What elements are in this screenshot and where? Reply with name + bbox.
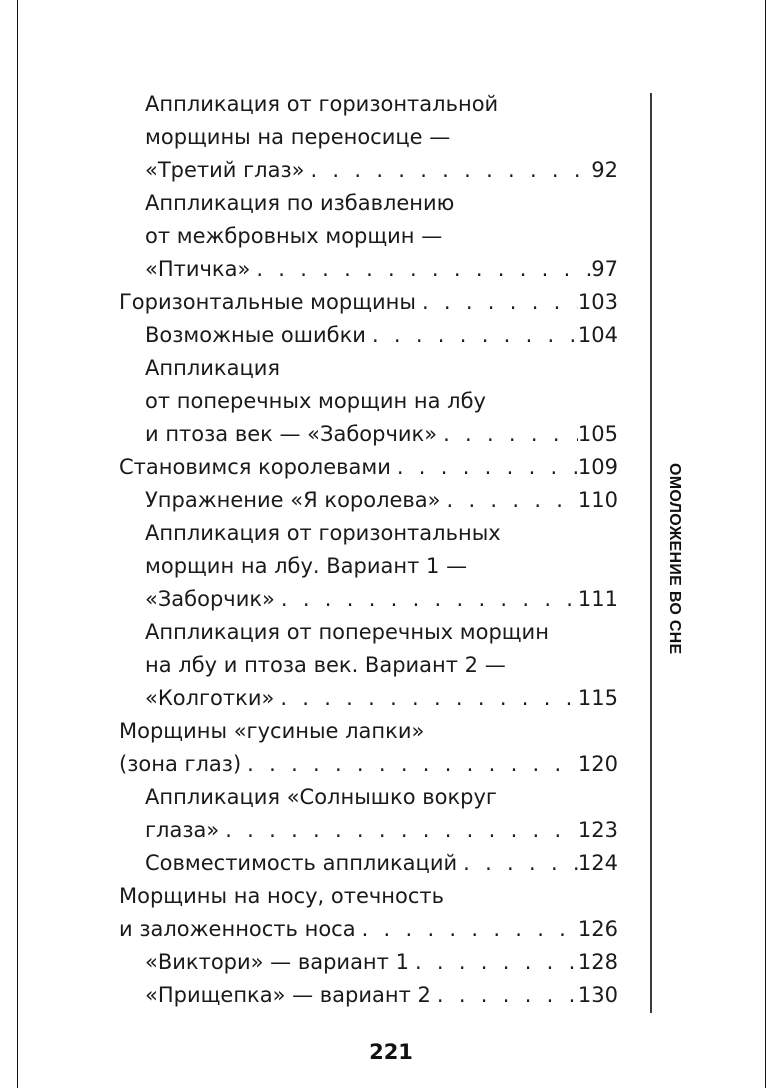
toc-entry — [145, 682, 618, 715]
page-border-right — [765, 0, 766, 1088]
toc-entry-title: и заложенность носа — [119, 917, 356, 941]
toc-entry-continuation — [145, 616, 618, 649]
toc-entry-title: Аппликация — [145, 356, 281, 380]
toc-page-number: 92 — [591, 158, 618, 182]
toc-entry — [145, 847, 618, 880]
dot-leader — [366, 319, 578, 352]
dot-leader — [416, 286, 578, 319]
toc-entry — [145, 979, 618, 1012]
toc-page-number: 110 — [577, 488, 618, 512]
toc-entry-continuation — [145, 220, 618, 253]
toc-entry-title: «Виктори» — вариант 1 — [145, 950, 409, 974]
toc-entry-title: (зона глаз) — [119, 752, 242, 776]
toc-entry — [145, 484, 618, 517]
toc-entry-title: Аппликация по избавлению — [145, 191, 455, 215]
toc-entry — [145, 319, 618, 352]
toc-entry-title: от межбровных морщин — — [145, 224, 443, 248]
toc-page-number: 123 — [577, 818, 618, 842]
toc-entry-title: «Заборчик» — [145, 587, 275, 611]
toc-page-number: 103 — [577, 290, 618, 314]
dot-leader — [437, 418, 578, 451]
toc-entry-title: Аппликация от горизонтальной — [145, 92, 499, 116]
dot-leader — [441, 484, 578, 517]
toc-entry-continuation — [145, 88, 618, 121]
toc-entry — [119, 748, 618, 781]
toc-page-number: 105 — [577, 422, 618, 446]
toc-entry-title: Морщины на носу, отечность — [119, 884, 445, 908]
toc-entry-title: «Птичка» — [145, 257, 251, 281]
toc-page-number: 104 — [577, 323, 618, 347]
dot-leader — [274, 682, 578, 715]
toc-entry-title: «Третий глаз» — [145, 158, 305, 182]
dot-leader — [219, 814, 578, 847]
toc-page-number: 109 — [577, 455, 618, 479]
toc-entry — [145, 418, 618, 451]
toc-entry-continuation — [145, 352, 618, 385]
toc-entry-title: от поперечных морщин на лбу — [145, 389, 486, 413]
toc-entry — [119, 913, 618, 946]
toc-entry — [145, 814, 618, 847]
toc-page-number: 130 — [577, 983, 618, 1007]
toc-entry-title: Упражнение «Я королева» — [145, 488, 441, 512]
toc-entry-continuation — [145, 517, 618, 550]
dot-leader — [356, 913, 578, 946]
toc-page-number: 126 — [577, 917, 618, 941]
dot-leader — [241, 748, 578, 781]
toc-entry-title: глаза» — [145, 818, 220, 842]
vertical-rule — [650, 93, 652, 1013]
toc-entry-continuation — [145, 121, 618, 154]
toc-entry-title: морщины на переносице — — [145, 125, 451, 149]
toc-entry — [145, 583, 618, 616]
toc-page-number: 124 — [577, 851, 618, 875]
toc-entry-title: «Прищепка» — вариант 2 — [145, 983, 431, 1007]
dot-leader — [275, 583, 578, 616]
toc-entry-title: на лбу и птоза век. Вариант 2 — — [145, 653, 506, 677]
toc-entry — [145, 946, 618, 979]
toc-entry-continuation — [145, 187, 618, 220]
toc-entry — [145, 253, 618, 286]
running-head — [662, 444, 686, 674]
toc-entry-title: Аппликация от поперечных морщин — [145, 620, 549, 644]
toc-entry-title: и птоза век — «Заборчик» — [145, 422, 438, 446]
toc-entry-title: морщин на лбу. Вариант 1 — — [145, 554, 468, 578]
toc-entry — [119, 451, 618, 484]
dot-leader — [431, 979, 578, 1012]
toc-entry — [119, 286, 618, 319]
toc-entry — [145, 154, 618, 187]
toc-page-number: 97 — [591, 257, 618, 281]
toc-page-number: 115 — [577, 686, 618, 710]
running-head-text: ОМОЛОЖЕНИЕ ВО СНЕ — [666, 463, 683, 655]
toc-entry-title: Аппликация от горизонтальных — [145, 521, 501, 545]
dot-leader — [457, 847, 578, 880]
page-border-left — [17, 0, 18, 1088]
toc-page-number: 111 — [577, 587, 618, 611]
toc-entry-continuation — [119, 715, 618, 748]
toc-entry-title: Становимся королевами — [119, 455, 391, 479]
toc-entry-continuation — [145, 385, 618, 418]
dot-leader — [409, 946, 578, 979]
toc-entry-continuation — [119, 880, 618, 913]
toc-entry-title: Горизонтальные морщины — [119, 290, 416, 314]
dot-leader — [304, 154, 591, 187]
toc-page-number: 120 — [577, 752, 618, 776]
dot-leader — [250, 253, 591, 286]
toc-entry-title: Аппликация «Солнышко вокруг — [145, 785, 497, 809]
toc-entry-title: Совместимость аппликаций — [145, 851, 458, 875]
toc-entry-title: «Колготки» — [145, 686, 275, 710]
toc-entry-title: Возможные ошибки — [145, 323, 366, 347]
toc-entry-continuation — [145, 649, 618, 682]
toc-entry-continuation — [145, 781, 618, 814]
dot-leader — [391, 451, 578, 484]
page-number: 221 — [369, 1040, 413, 1064]
toc-entry-continuation — [145, 550, 618, 583]
toc-page-number: 128 — [577, 950, 618, 974]
toc-entry-title: Морщины «гусиные лапки» — [119, 719, 425, 743]
